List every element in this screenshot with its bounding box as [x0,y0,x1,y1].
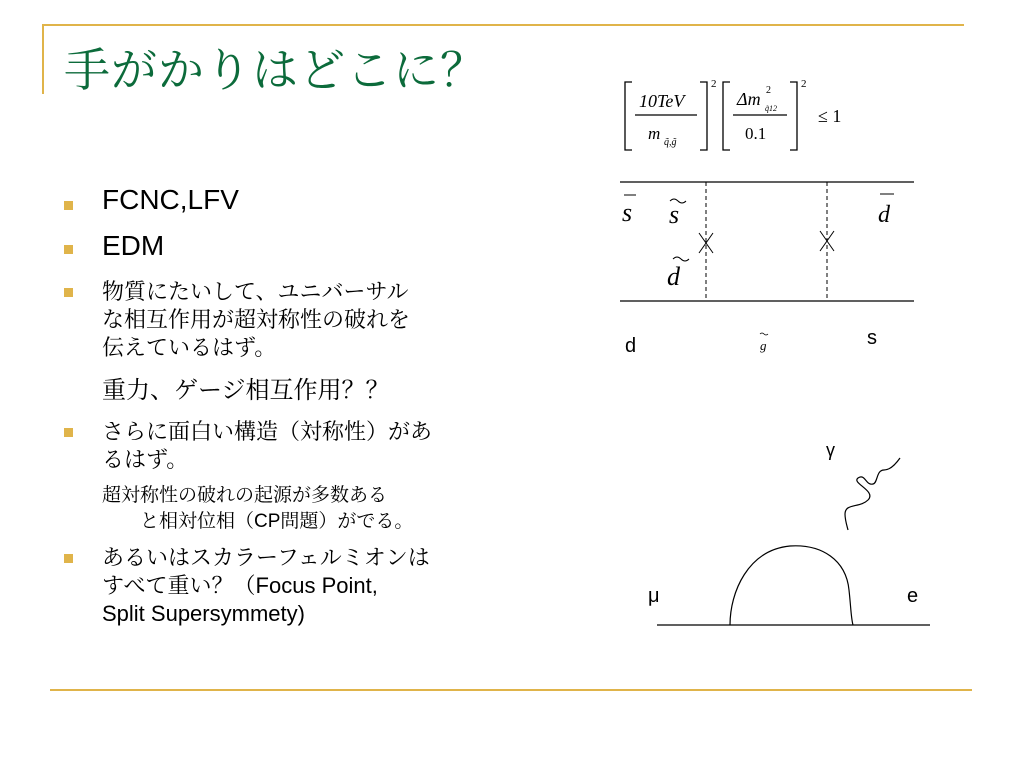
lfv-loop-diagram [648,440,930,625]
bullet-line: すべて重い？（Focus Point, [102,573,378,598]
formula-relation: ≤ 1 [818,106,842,126]
formula-num2-sub: q̃12 [765,104,777,113]
label-d-bar: d [878,202,890,228]
formula-num2: Δm [737,89,761,109]
formula-den1-sub: q̃,g̃ [664,137,677,148]
bullet-line: あるいはスカラーフェルミオンは [102,545,430,570]
formula-num2-sup: 2 [766,85,771,96]
sub-point-gauge: 重力、ゲージ相互作用？？ [102,377,390,404]
label-electron: e [907,585,919,607]
slide-title: 手がかりはどこに？ [64,43,487,97]
bullet-line: さらに面白い構造（対称性）があ [102,419,433,444]
label-gluino: g [760,338,767,353]
bullet-line: るはず。 [102,447,189,472]
sub-point-origin-line1: 超対称性の破れの起源が多数ある [102,485,388,506]
formula-exp2: 2 [801,78,807,90]
bullet-line: な相互作用が超対称性の破れを [102,307,411,332]
bullet-text: FCNC,LFV [102,184,239,215]
fcnc-box-diagram [620,182,914,357]
bullet-line: 伝えているはず。 [102,335,277,360]
bullet-line: Split Supersymmety) [102,601,305,626]
formula-num1: 10TeV [639,91,685,111]
bullet-text: EDM [102,230,165,261]
slepton-loop [730,546,853,625]
label-s-bar: s [622,198,633,227]
label-d: d [625,335,637,357]
label-d-tilde: d [667,262,680,291]
mass-insertion-left-icon [699,233,713,253]
suppression-formula [625,78,841,150]
label-s-tilde: s [669,200,680,229]
photon-wavy-line-icon [845,458,900,530]
formula-den1: m [648,124,661,143]
bullet-line: 物質にたいして、ユニバーサル [102,279,409,304]
formula-den2: 0.1 [745,124,767,143]
formula-exp1: 2 [711,78,717,90]
label-photon: γ [826,440,835,460]
sub-point-origin-line2: と相対位相（CP問題）がでる。 [140,511,414,532]
label-s: s [867,327,877,349]
label-muon: μ [648,585,660,607]
